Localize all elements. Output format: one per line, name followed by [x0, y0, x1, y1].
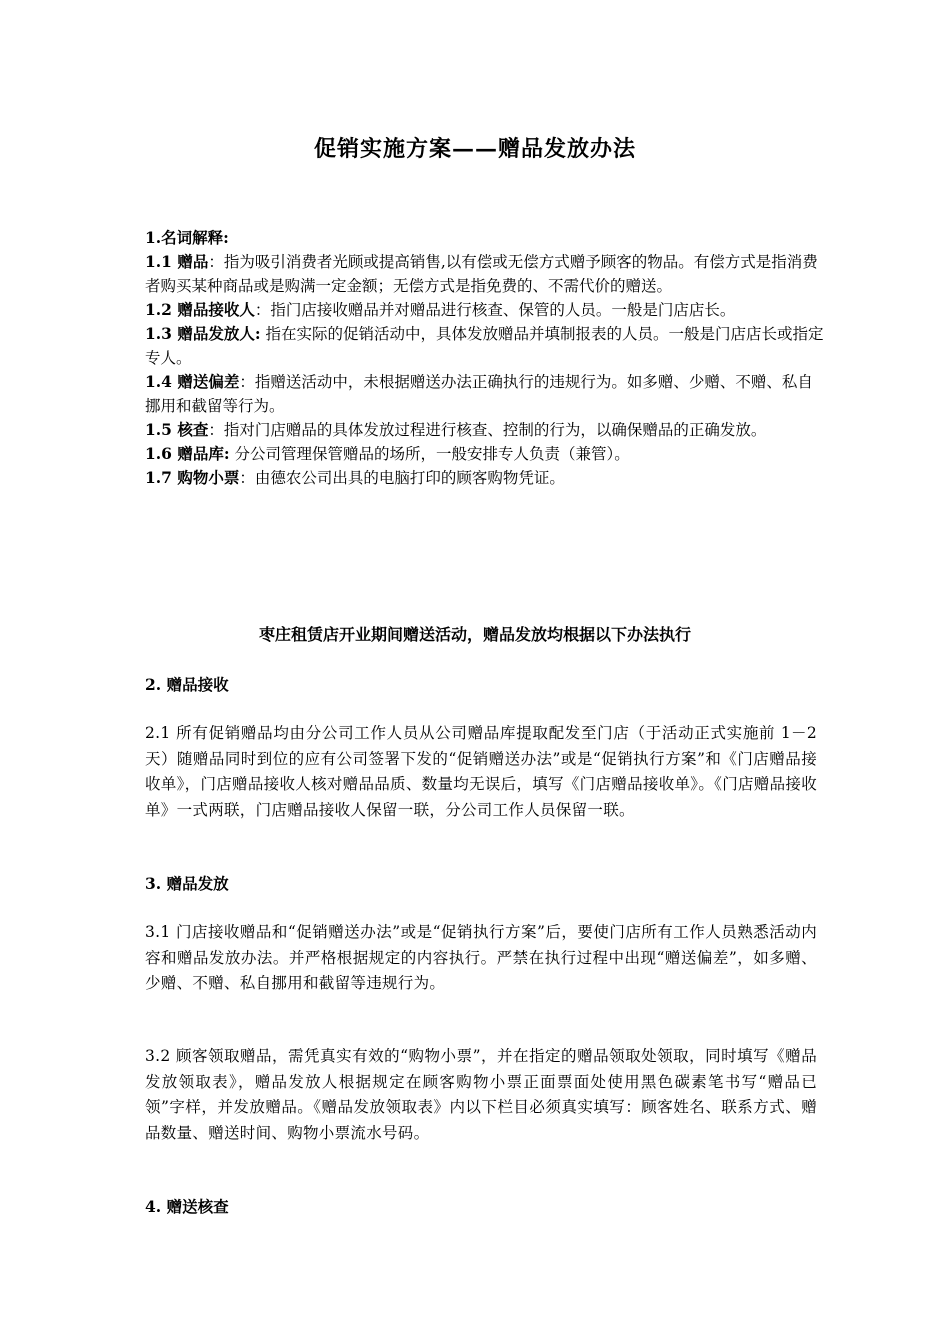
section-3-paragraph-1: 3.1 门店接收赠品和“促销赠送办法”或是“促销执行方案”后，要使门店所有工作人员熟悉活动内容和赠品发放办法。并严格根据规定的内容执行。严禁在执行过程中出现“赠送偏差”，如多赠、少赠、不赠、私自挪用和截留等违规行为。: [145, 923, 817, 992]
definition-text: 指在实际的促销活动中，具体发放赠品并填制报表的人员。一般是门店店长或指定专人。: [145, 325, 824, 367]
definitions-heading: 1.名词解释:: [145, 228, 229, 247]
definition-text: ：指对门店赠品的具体发放过程进行核查、控制的行为，以确保赠品的正确发放。: [208, 421, 767, 439]
definition-item: [145, 370, 825, 418]
definition-item: [145, 322, 825, 370]
definition-term: 1.7 购物小票: [145, 468, 240, 487]
definition-term: 1.2 赠品接收人: [145, 300, 255, 319]
definition-item: [145, 466, 825, 490]
definitions-section: [145, 226, 825, 490]
section-3-heading: 3. 赠品发放: [145, 874, 229, 893]
section-2-paragraph-1: 2.1 所有促销赠品均由分公司工作人员从公司赠品库提取配发至门店（于活动正式实施前 1－2 天）随赠品同时到位的应有公司签署下发的“促销赠送办法”或是“促销执行方案”和《门店赠品接收单》，门店赠品接收人核对赠品品质、数量均无误后，填写《门店赠品接收单》。《门店赠品接收单》一式两联，门店赠品接收人保留一联，分公司工作人员保留一联。: [145, 724, 817, 819]
section-4-heading: 4. 赠送核查: [145, 1197, 229, 1216]
activity-heading: 枣庄租赁店开业期间赠送活动，赠品发放均根据以下办法执行: [258, 625, 691, 644]
section-2-heading: 2. 赠品接收: [145, 675, 229, 694]
definition-item: [145, 442, 825, 466]
definition-text: ：指门店接收赠品并对赠品进行核查、保管的人员。一般是门店店长。: [254, 301, 736, 319]
definition-text: ：指赠送活动中，未根据赠送办法正确执行的违规行为。如多赠、少赠、不赠、私自挪用和截留等行为。: [145, 373, 813, 415]
definition-text: 分公司管理保管赠品的场所，一般安排专人负责（兼管）。: [229, 445, 630, 463]
definition-term: 1.1 赠品: [145, 252, 209, 271]
definition-term: 1.3 赠品发放人:: [145, 324, 261, 343]
definition-text: ：由德农公司出具的电脑打印的顾客购物凭证。: [239, 469, 565, 487]
definition-text: ：指为吸引消费者光顾或提高销售,以有偿或无偿方式赠予顾客的物品。有偿方式是指消费者购买某种商品或是购满一定金额；无偿方式是指免费的、不需代价的赠送。: [145, 253, 818, 295]
definition-item: [145, 298, 825, 322]
section-3-paragraph-2: 3.2 顾客领取赠品，需凭真实有效的“购物小票”，并在指定的赠品领取处领取，同时填写《赠品发放领取表》，赠品发放人根据规定在顾客购物小票正面票面处使用黑色碳素笔书写“赠品已领”字样，并发放赠品。《赠品发放领取表》内以下栏目必须真实填写：顾客姓名、联系方式、赠品数量、赠送时间、购物小票流水号码。: [145, 1047, 817, 1142]
definition-term: 1.6 赠品库:: [145, 444, 230, 463]
definition-term: 1.4 赠送偏差: [145, 372, 240, 391]
definition-item: [145, 418, 825, 442]
definition-term: 1.5 核查: [145, 420, 209, 439]
document-title: 促销实施方案——赠品发放办法: [313, 136, 636, 162]
definition-item: [145, 250, 825, 298]
